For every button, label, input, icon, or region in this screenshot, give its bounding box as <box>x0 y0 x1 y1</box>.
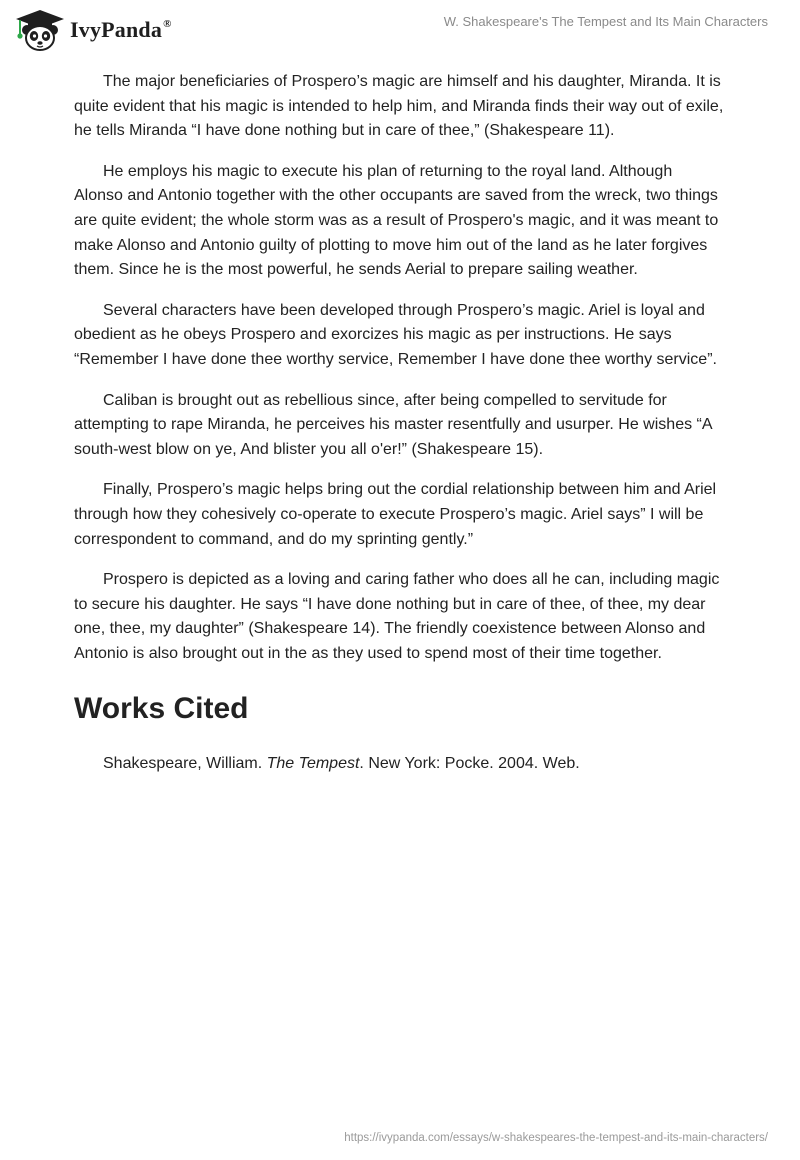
essay-paragraph: Finally, Prospero’s magic helps bring out the cordial relationship between him and Ariel through how they cohesively co-operate to execute Prospero’s magic. Ariel says” I will be correspondent to command, and do my sprinting gently.” <box>74 481 717 548</box>
citation-details: . New York: Pocke. 2004. Web. <box>359 755 580 773</box>
essay-paragraph: Prospero is depicted as a loving and caring father who does all he can, including magic to secure his daughter. He says “I have done nothing but in care of thee, of thee, my dear one, thee, my daughter” (Shakespeare 14). The friendly coexistence between Alonso and Antonio is also brought out in the as they used to spend most of their time together. <box>74 571 720 662</box>
essay-paragraph: The major beneficiaries of Prospero’s magic are himself and his daughter, Miranda. It is quite evident that his magic is intended to help him, and Miranda finds their way out of exile, he tells Miranda “I have done nothing but in care of thee,” (Shakespeare 11). <box>74 73 724 140</box>
essay-paragraph: Several characters have been developed through Prospero’s magic. Ariel is loyal and obedient as he obeys Prospero and exorcizes his magic as per instructions. He says “Remember I have done thee worthy service, Remember I have done thee worthy service”. <box>74 301 717 368</box>
works-cited-heading: Works Cited <box>74 692 249 726</box>
document-title: W. Shakespeare's The Tempest and Its Main Characters <box>443 14 768 29</box>
source-url[interactable]: https://ivypanda.com/essays/w-shakespeares-the-tempest-and-its-main-characters/ <box>344 1132 768 1144</box>
citation-entry <box>74 752 724 777</box>
panda-graduate-icon <box>14 8 66 52</box>
page-header <box>0 0 800 60</box>
essay-content <box>74 70 724 777</box>
brand-logo[interactable] <box>14 8 172 52</box>
registered-mark: ® <box>163 18 172 30</box>
essay-paragraph: He employs his magic to execute his plan of returning to the royal land. Although Alonso and Antonio together with the other occupants are saved from the wreck, two things are quite evident; the whole storm was as a result of Prospero's magic, and it was meant to make Alonso and Antonio guilty of plotting to move him out of the land as he later forgives them. Since he is the most powerful, he sends Aerial to prepare sailing weather. <box>74 162 719 279</box>
essay-paragraph: Caliban is brought out as rebellious since, after being compelled to servitude for attempting to rape Miranda, he perceives his master resentfully and usurper. He wishes “A south-west blow on ye, And blister you all o'er!” (Shakespeare 15). <box>74 391 712 458</box>
brand-name: IvyPanda® <box>70 17 172 42</box>
citation-author: Shakespeare, William. <box>103 755 263 773</box>
citation-title: The Tempest <box>266 755 360 773</box>
